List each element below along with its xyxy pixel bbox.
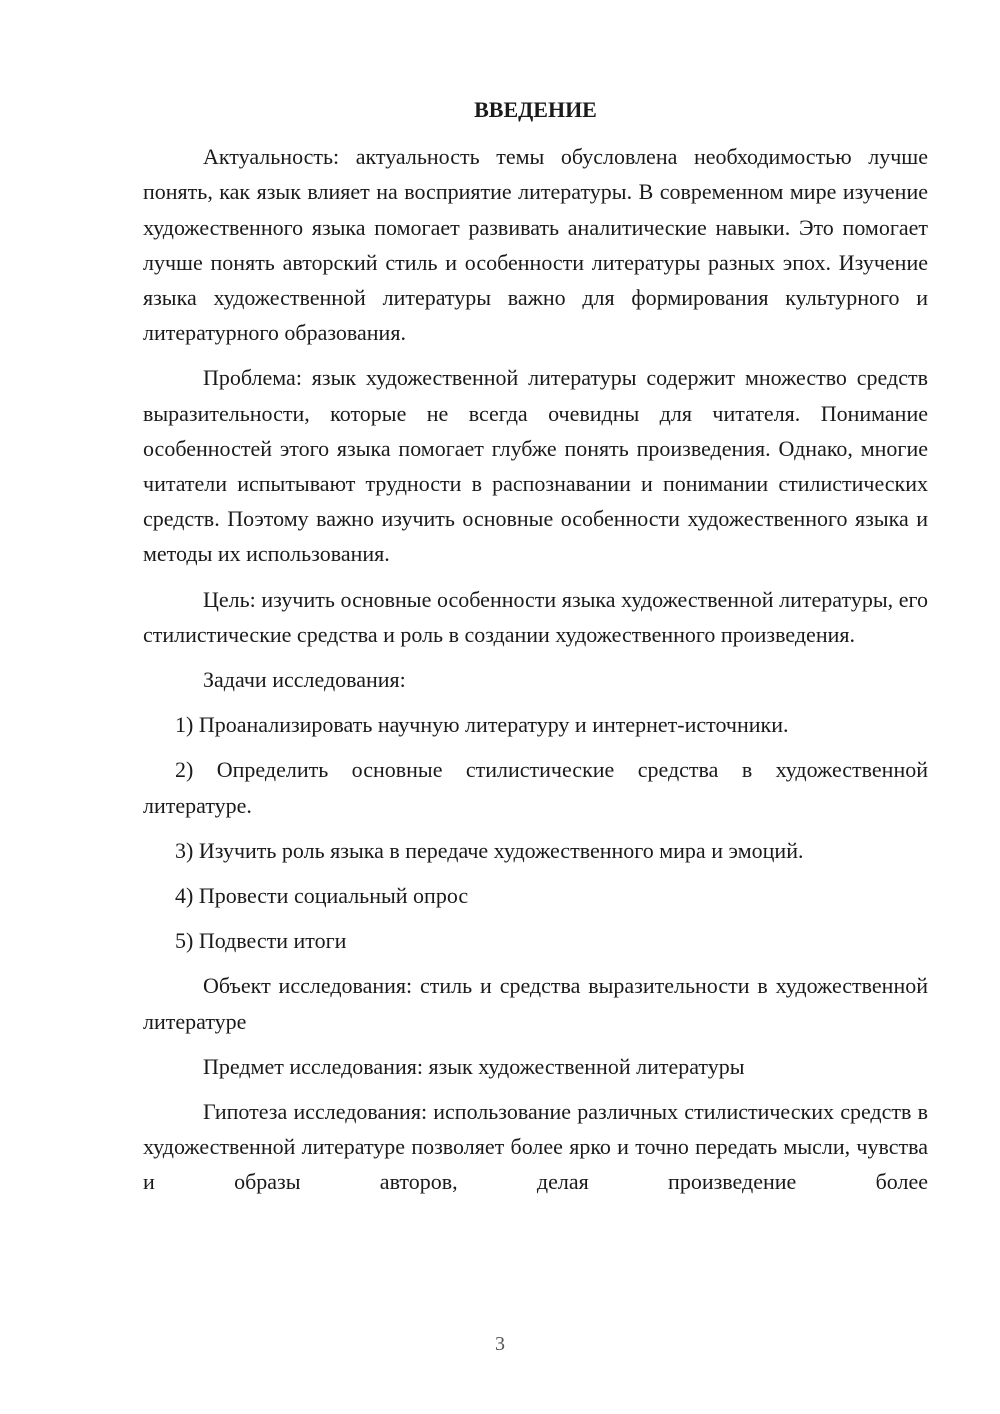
task-item-5: 5) Подвести итоги	[175, 928, 347, 954]
paragraph-hypothesis: Гипотеза исследования: использование различных стилистических средств в художественной литературе позволяет более ярко и точно передать мысли, чувства и образы авторов, делая произведение более	[143, 1099, 928, 1195]
task-item-4: 4) Провести социальный опрос	[175, 883, 469, 909]
task-item-1: 1) Проанализировать научную литературу и интернет-источники.	[175, 712, 789, 738]
paragraph-relevance: Актуальность: актуальность темы обусловлена необходимостью лучше понять, как язык влияет на восприятие литературы. В современном мире изучение художественного языка помогает развивать аналитические навыки. Это помогает лучше понять авторский стиль и особенности литературы разных эпох. Изучение языка художественной литературы важно для формирования культурного и литературного образования.	[143, 144, 928, 346]
paragraph-subject: Предмет исследования: язык художественной литературы	[203, 1053, 745, 1079]
task-item-2: 2) Определить основные стилистические средства в художественной литературе.	[143, 757, 928, 818]
paragraph-goal: Цель: изучить основные особенности языка художественной литературы, его стилистические средства и роль в создании художественного произведения.	[143, 586, 928, 647]
paragraph-object: Объект исследования: стиль и средства выразительности в художественной литературе	[143, 973, 928, 1034]
paragraph-problem: Проблема: язык художественной литературы содержит множество средств выразительности, которые не всегда очевидны для читателя. Понимание особенностей этого языка помогает глубже понять произведения. Однако, многие читатели испытывают трудности в распознавании и понимании стилистических средств. Поэтому важно изучить основные особенности художественного языка и методы их использования.	[143, 365, 928, 567]
tasks-heading: Задачи исследования:	[203, 667, 406, 693]
page-title: ВВЕДЕНИЕ	[474, 97, 597, 122]
task-item-3: 3) Изучить роль языка в передаче художественного мира и эмоций.	[175, 837, 804, 863]
document-page	[143, 92, 928, 1210]
page-number: 3	[495, 1333, 505, 1355]
